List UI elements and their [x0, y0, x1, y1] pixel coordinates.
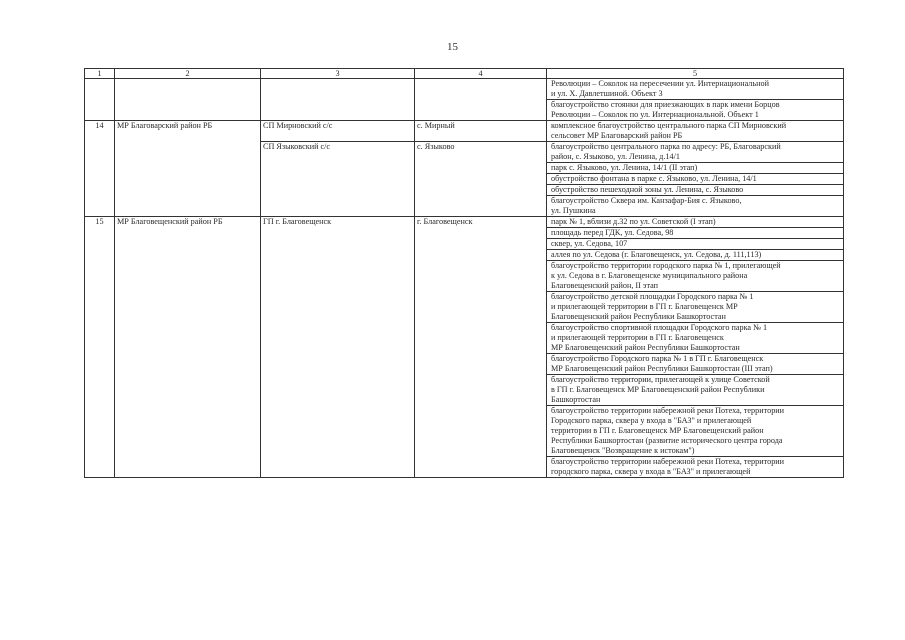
activity-line: благоустройство территории набережной реки Потеха, территории	[551, 457, 785, 466]
table-row	[85, 217, 844, 478]
activity-item	[547, 250, 843, 261]
activity-item	[547, 239, 843, 250]
program-table	[84, 68, 844, 478]
activity-item	[547, 163, 843, 174]
activity-line: территории в ГП г. Благовещенск МР Благовещенский район	[551, 426, 764, 435]
activity-item	[547, 406, 843, 457]
activity-item	[547, 323, 843, 354]
activity-line: благоустройство спортивной площадки Городского парка № 1	[551, 323, 768, 332]
activity-line: благоустройство Сквера им. Канзафар-Бия с. Языково,	[551, 196, 742, 205]
activity-line: район, с. Языково, ул. Ленина, д.14/1	[551, 152, 680, 161]
locality-cell	[415, 121, 547, 142]
num-cell-text: 14	[95, 121, 104, 130]
num-cell	[85, 217, 115, 478]
activity-line: Революции – Соколок по ул. Интернациональной. Объект 1	[551, 110, 759, 119]
table-header-row	[85, 69, 844, 79]
activity-line: благоустройство стоянки для приезжающих в парк имени Борцов	[551, 100, 780, 109]
activity-line: Благовещенский район Республики Башкортостан	[551, 312, 726, 321]
activity-line: благоустройство Городского парка № 1 в ГП г. Благовещенск	[551, 354, 764, 363]
settlement-cell-text: СП Мирновский с/с	[263, 121, 333, 130]
activity-line: Революции – Соколок на пересечении ул. Интернациональной	[551, 79, 769, 88]
locality-cell-text: г. Благовещенск	[417, 217, 473, 226]
activity-line: сквер, ул. Седова, 107	[551, 239, 628, 248]
locality-cell-text: с. Языково	[417, 142, 455, 151]
activity-line: сельсовет МР Благоварский район РБ	[551, 131, 683, 140]
district-cell	[115, 217, 261, 478]
activity-line: комплексное благоустройство центрального парка СП Мирновский	[551, 121, 787, 130]
activity-item	[547, 185, 843, 196]
activity-line: благоустройство детской площадки Городского парка № 1	[551, 292, 754, 301]
activity-item	[547, 100, 843, 120]
activity-line: благоустройство территории городского парка № 1, прилегающей	[551, 261, 781, 270]
table-row-continuation	[85, 79, 844, 121]
activity-line: благоустройство территории, прилегающей к улице Советской	[551, 375, 770, 384]
activity-line: Благовещенский район, II этап	[551, 281, 659, 290]
activity-line: Башкортостан	[551, 395, 601, 404]
activity-line: Республики Башкортостан (развитие исторического центра города	[551, 436, 783, 445]
num-cell	[85, 79, 115, 121]
activity-item	[547, 228, 843, 239]
locality-cell-text: с. Мирный	[417, 121, 455, 130]
activity-line: площадь перед ГДК, ул. Седова, 98	[551, 228, 674, 237]
activity-line: обустройство пешеходной зоны ул. Ленина, с. Языково	[551, 185, 744, 194]
activity-item	[547, 354, 843, 375]
activity-line: обустройство фонтана в парке с. Языково, ул. Ленина, 14/1	[551, 174, 757, 183]
activity-line: в ГП г. Благовещенск МР Благовещенский район Республики	[551, 385, 765, 394]
activity-item	[547, 375, 843, 406]
header-col-4: 4	[415, 69, 547, 79]
settlement-cell	[261, 121, 415, 142]
district-cell	[115, 79, 261, 121]
activity-line: парк с. Языково, ул. Ленина, 14/1 (II этап)	[551, 163, 698, 172]
locality-cell	[415, 217, 547, 478]
num-cell-text: 15	[95, 217, 104, 226]
activity-line: аллея по ул. Седова (г. Благовещенск, ул. Седова, д. 111,113)	[551, 250, 762, 259]
activities-cell	[547, 121, 844, 142]
activity-item	[547, 261, 843, 292]
locality-cell	[415, 142, 547, 217]
activity-line: Благовещенск "Возвращение к истокам")	[551, 446, 695, 455]
activity-line: благоустройство территории набережной реки Потеха, территории	[551, 406, 785, 415]
locality-cell	[415, 79, 547, 121]
activity-line: и ул. Х. Давлетшиной. Объект 3	[551, 89, 663, 98]
header-col-5: 5	[547, 69, 844, 79]
activity-line: МР Благовещенский район Республики Башкортостан	[551, 343, 740, 352]
activities-cell	[547, 217, 844, 478]
activity-item	[547, 79, 843, 100]
activity-line: благоустройство центрального парка по адресу: РБ, Благоварский	[551, 142, 781, 151]
page-number: 15	[447, 41, 458, 53]
district-cell-text: МР Благоварский район РБ	[117, 121, 213, 130]
settlement-cell-text: СП Языковский с/с	[263, 142, 331, 151]
table-row	[85, 121, 844, 142]
activity-item	[547, 174, 843, 185]
activity-line: и прилегающей территории в ГП г. Благовещенск МР	[551, 302, 738, 311]
activity-item	[547, 196, 843, 216]
activity-line: парк № 1, вблизи д.32 по ул. Советской (I этап)	[551, 217, 716, 226]
settlement-cell	[261, 217, 415, 478]
activity-item	[547, 217, 843, 228]
num-cell	[85, 121, 115, 217]
activity-item	[547, 457, 843, 477]
activity-item	[547, 292, 843, 323]
settlement-cell	[261, 79, 415, 121]
header-col-2: 2	[115, 69, 261, 79]
activity-line: Городского парка, сквера у входа в "БАЗ" и прилегающей	[551, 416, 752, 425]
activity-line: МР Благовещенский район Республики Башкортостан (III этап)	[551, 364, 773, 373]
district-cell-text: МР Благовещенский район РБ	[117, 217, 223, 226]
district-cell	[115, 121, 261, 217]
header-col-1: 1	[85, 69, 115, 79]
activity-item	[547, 142, 843, 163]
activities-cell	[547, 79, 844, 121]
activity-line: ул. Пушкина	[551, 206, 596, 215]
activity-item	[547, 121, 843, 141]
settlement-cell-text: ГП г. Благовещенск	[263, 217, 332, 226]
activities-cell	[547, 142, 844, 217]
settlement-cell	[261, 142, 415, 217]
activity-line: к ул. Седова в г. Благовещенске муниципального района	[551, 271, 748, 280]
header-col-3: 3	[261, 69, 415, 79]
activity-line: городского парка, сквера у входа в "БАЗ" и прилегающей	[551, 467, 751, 476]
activity-line: и прилегающей территории в ГП г. Благовещенск	[551, 333, 724, 342]
